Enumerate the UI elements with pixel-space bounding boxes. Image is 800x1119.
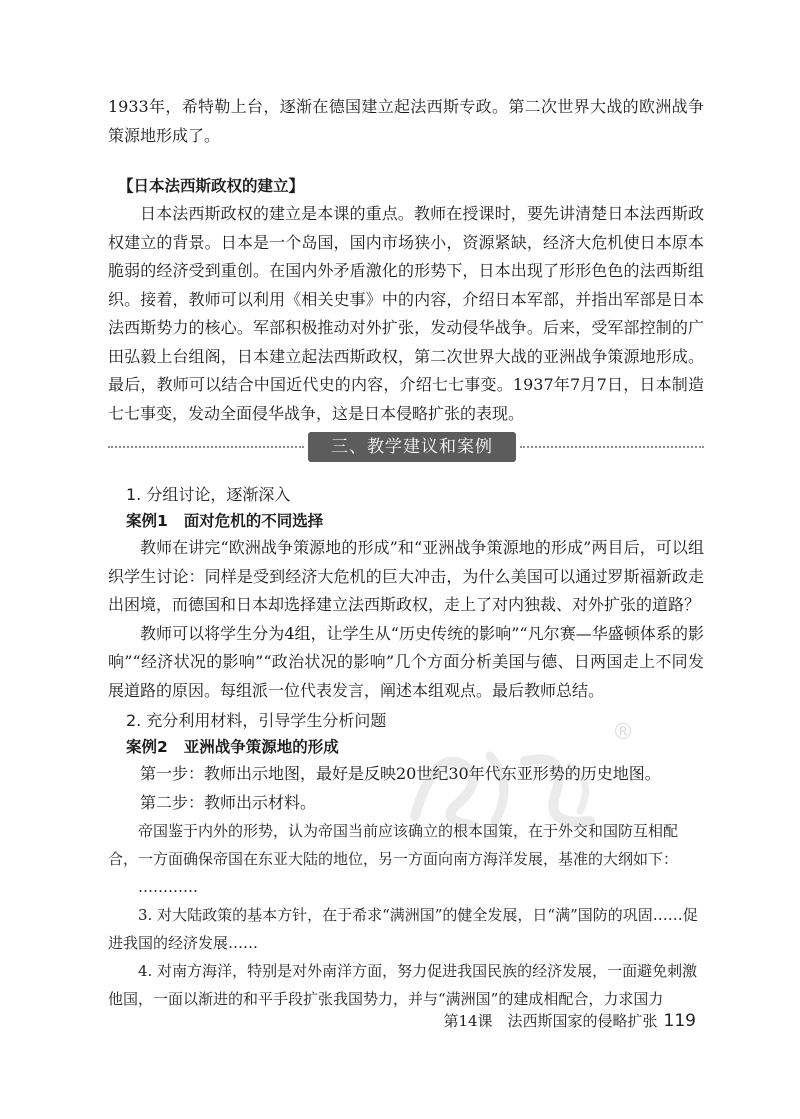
japan-section [108,174,704,428]
suggestion-2-title: 2. 充分利用材料，引导学生分析问题 [126,711,387,730]
section-banner-title: 三、教学建议和案例 [308,432,516,462]
suggestion-1-title: 1. 分组讨论，逐渐深入 [126,485,291,504]
section-banner [108,432,704,462]
japan-section-heading: 【日本法西斯政权的建立】 [118,177,305,195]
case-2-title: 亚洲战争策源地的形成 [183,738,339,756]
material-paragraph-1: 帝国鉴于内外的形势，认为帝国当前应该确立的根本国策，在于外交和国防互相配合，一方面确保帝国在东亚大陆的地位，另一方面向南方海洋发展，基准的大纲如下： [108,822,679,868]
case-2-label: 案例2 [126,738,168,756]
suggestion-2 [108,708,704,1013]
banner-dotted-rule-right [520,446,704,448]
banner-dotted-rule-left [108,446,304,448]
case-2-step-1: 第一步：教师出示地图，最好是反映20世纪30年代东亚形势的历史地图。 [140,764,661,783]
material-paragraph-4: 4. 对南方海洋，特别是对外南洋方面，努力促进我国民族的经济发展，一面避免刺激他国，一面以渐进的和平手段扩张我国势力，并与“满洲国”的建成相配合，力求国力 [108,962,698,1008]
case-1-label: 案例1 [126,512,168,530]
case-1-heading [126,508,704,534]
material-ellipsis: ………… [138,878,198,896]
suggestion-1 [108,482,704,705]
case-1-paragraph-2: 教师可以将学生分为4组，让学生从“历史传统的影响”“凡尔赛—华盛顿体系的影响”“经济状况的影响”“政治状况的影响”几个方面分析美国与德、日两国走上不同发展道路的原因。每组派一位代表发言，阐述本组观点。最后教师总结。 [108,623,704,700]
material-paragraph-3: 3. 对大陆政策的基本方针，在于希求“满洲国”的健全发展，日“满”国防的巩固……促进我国的经济发展…… [108,906,698,952]
registered-mark-icon: ® [612,720,634,745]
case-1-paragraph-1: 教师在讲完“欧洲战争策源地的形成”和“亚洲战争策源地的形成”两目后，可以组织学生讨论：同样是受到经济大危机的巨大冲击，为什么美国可以通过罗斯福新政走出困境，而德国和日本却选择建立法西斯政权，走上了对内独裁、对外扩张的道路？ [108,538,704,614]
page-number: 119 [663,1011,696,1031]
japan-section-body: 日本法西斯政权的建立是本课的重点。教师在授课时，要先讲清楚日本法西斯政权建立的背景。日本是一个岛国，国内市场狭小，资源紧缺，经济大危机使日本原本脆弱的经济受到重创。在国内外矛盾激化的形势下，日本出现了形形色色的法西斯组织。接着，教师可以利用《相关史事》中的内容，介绍日本军部，并指出军部是日本法西斯势力的核心。军部积极推动对外扩张，发动侵华战争。后来，受军部控制的广田弘毅上台组阁，日本建立起法西斯政权，第二次世界大战的亚洲战争策源地形成。最后，教师可以结合中国近代史的内容，介绍七七事变。1937年7月7日，日本制造七七事变，发动全面侵华战争，这是日本侵略扩张的表现。 [108,204,704,423]
footer-lesson-title: 第14课 法西斯国家的侵略扩张 [443,1012,658,1030]
page-footer [443,1010,696,1031]
intro-block [108,93,704,150]
intro-paragraph: 1933年，希特勒上台，逐渐在德国建立起法西斯专政。第二次世界大战的欧洲战争策源地形成了。 [108,97,704,145]
case-2-step-2: 第二步：教师出示材料。 [140,792,317,812]
case-1-title: 面对危机的不同选择 [183,512,324,530]
